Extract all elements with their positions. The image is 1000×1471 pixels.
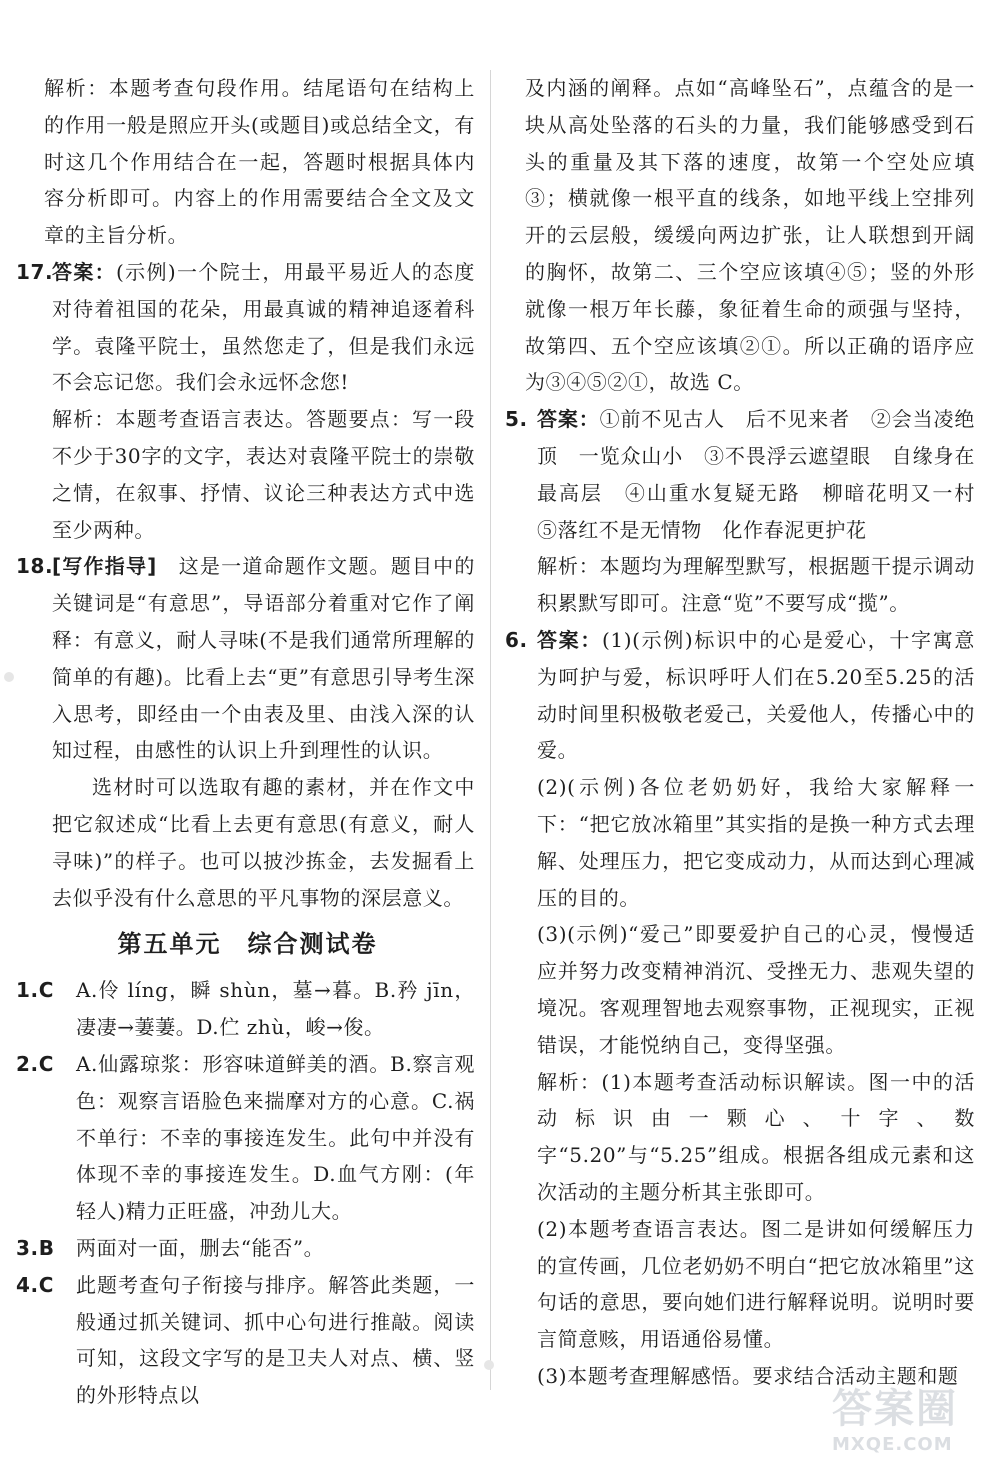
column-divider <box>490 70 491 1390</box>
answer-text: 答案：①前不见古人 后不见来者 ②会当凌绝顶 一览众山小 ③不畏浮云遮望眼 自缘身在最高层 ④山重水复疑无路 柳暗花明又一村 ⑤落红不是无情物 化作春泥更护花 <box>537 407 996 542</box>
section-title: 第五单元 综合测试卷 <box>117 930 378 959</box>
question-number: 6. <box>505 627 528 652</box>
mc-question <box>16 1046 475 1230</box>
analysis-text: 解析：本题考查语言表达。答题要点：写一段不少于30字的文字，表达对袁隆平院士的崇敬之情，在叙事、抒情、议论三种表达方式中选至少两种。 <box>52 407 475 542</box>
explanation-text: 此题考查句子衔接与排序。解答此类题，一般通过抓关键词、抓中心句进行推敲。阅读可知，这段文字写的是卫夫人对点、横、竖的外形特点以 <box>76 1272 475 1408</box>
question-number-and-answer <box>16 972 54 1009</box>
answer-part-3: (3)(示例)“爱己”即要爱护自己的心灵，慢慢适应并努力改变精神消沉、受挫无力、悲观失望的境况。客观理智地去观察事物，正视现实，正视错误，才能悦纳自己，变得坚强。 <box>537 922 975 1057</box>
choice-answer: C <box>38 1051 54 1076</box>
site-watermark <box>832 1377 982 1457</box>
question-number: 17. <box>16 259 54 284</box>
q16-analysis <box>20 70 475 254</box>
mc-question <box>16 972 475 1046</box>
question-number-and-answer <box>16 1046 54 1083</box>
question-4-continued <box>505 70 975 401</box>
answer-label: 答案： <box>52 259 117 284</box>
question-number: 2. <box>16 1051 39 1076</box>
choice-answer: C <box>38 978 54 1003</box>
explanation-text: A.仙露琼浆：形容味道鲜美的酒。B.察言观色：观察言语脸色来揣摩对方的心意。C.祸不单行：不幸的事接连发生。此句中并没有体现不幸的事接连发生。D.血气方刚：(年轻人)精力正旺盛，冲劲儿大。 <box>76 1051 475 1224</box>
question-number-and-answer <box>16 1230 55 1267</box>
analysis-part-1: 解析：(1)本题考查活动标识解读。图一中的活动标识由一颗心、十字、数字“5.20”与“5.25”组成。根据各组成元素和这次活动的主题分析其主张即可。 <box>537 1069 975 1204</box>
analysis-part-3: (3)本题考查理解感悟。要求结合活动主题和题 <box>537 1363 959 1388</box>
question-17 <box>16 254 476 548</box>
writing-guide: [写作指导] 这是一道命题作文题。题目中的关键词是“有意思”，导语部分着重对它作了阐释：有意义，耐人寻味(不是我们通常所理解的简单的有趣)。比看上去“更”有意思引导考生深入思考，即经由一个由表及里、由浅入深的认知过程，由感性的认识上升到理性的认识。 <box>52 554 475 763</box>
mc-question <box>16 1267 475 1414</box>
writing-guide-paragraph: 选材时可以选取有趣的素材，并在作文中把它叙述成“比看上去更有意思(有意义，耐人寻味)”的样子。也可以披沙拣金，去发掘看上去似乎没有什么意思的平凡事物的深层意义。 <box>52 775 475 910</box>
question-number: 3. <box>16 1235 39 1260</box>
right-column <box>505 70 996 1395</box>
explanation-text: A.伶 líng，瞬 shùn，墓→暮。B.矜 jīn，凄凄→萋萋。D.伫 zhù，峻→俊。 <box>76 978 475 1040</box>
watermark-logo-text: 答案圈 <box>832 1386 958 1432</box>
explanation-text: 两面对一面，删去“能否”。 <box>76 1235 325 1260</box>
answer-part-2: (2)(示例)各位老奶奶好，我给大家解释一下：“把它放冰箱里”其实指的是换一种方式去理解、处理压力，把它变成动力，从而达到心理减压的目的。 <box>537 775 975 910</box>
choice-answer: C <box>38 1272 54 1297</box>
question-6 <box>505 622 975 1395</box>
choice-answer: B <box>38 1235 55 1260</box>
question-18 <box>16 548 475 916</box>
analysis-text: 解析：本题均为理解型默写，根据题干提示调动积累默写即可。注意“览”不要写成“揽”。 <box>537 554 975 616</box>
question-number-and-answer <box>16 1267 54 1304</box>
left-column <box>16 70 476 1414</box>
question-5 <box>505 401 996 622</box>
question-number: 5. <box>505 407 528 432</box>
answer-label: 答案： <box>537 407 600 432</box>
answer-label: 答案： <box>537 627 602 652</box>
multiple-choice-list <box>16 972 475 1414</box>
answer-text: 答案：(示例)一个院士，用最平易近人的态度对待着祖国的花朵，用最真诚的精神追逐着科学。袁隆平院士，虽然您走了，但是我们永远不会忘记您。我们会永远怀念您! <box>52 259 476 395</box>
question-number: 18. <box>16 554 54 579</box>
analysis-part-2: (2)本题考查语言表达。图二是讲如何缓解压力的宣传画，几位老奶奶不明白“把它放冰箱里”这句话的意思，要向她们进行解释说明。说明时要言简意赅，用语通俗易懂。 <box>537 1216 975 1352</box>
binding-mark <box>484 1360 494 1370</box>
analysis-text: 解析：本题考查句段作用。结尾语句在结构上的作用一般是照应开头(或题目)或总结全文，有时这几个作用结合在一起，答题时根据具体内容分析即可。内容上的作用需要结合全文及文章的主旨分析。 <box>44 76 475 248</box>
mc-question <box>16 1230 475 1267</box>
answer-part-1: 答案：(1)(示例)标识中的心是爱心，十字寓意为呵护与爱，标识呼吁人们在5.20至5.25的活动时间里积极敬老爱己，关爱他人，传播心中的爱。 <box>537 627 975 763</box>
question-number: 4. <box>16 1272 39 1297</box>
watermark-url: MXQE.COM <box>832 1434 953 1455</box>
writing-guide-label: [写作指导] <box>52 554 157 579</box>
question-number: 1. <box>16 978 39 1003</box>
binding-mark <box>4 672 14 682</box>
analysis-text: 及内涵的阐释。点如“高峰坠石”，点蕴含的是一块从高处坠落的石头的力量，我们能够感受到石头的重量及其下落的速度，故第一个空处应填③；横就像一根平直的线条，如地平线上空排列开的云层般，缓缓向两边扩张，让人联想到开阔的胸怀，故第二、三个空应该填④⑤；竖的外形就像一根万年长藤，象征着生命的顽强与坚持，故第四、五个空应该填②①。所以正确的语序应为③④⑤②①，故选 C。 <box>525 76 975 395</box>
